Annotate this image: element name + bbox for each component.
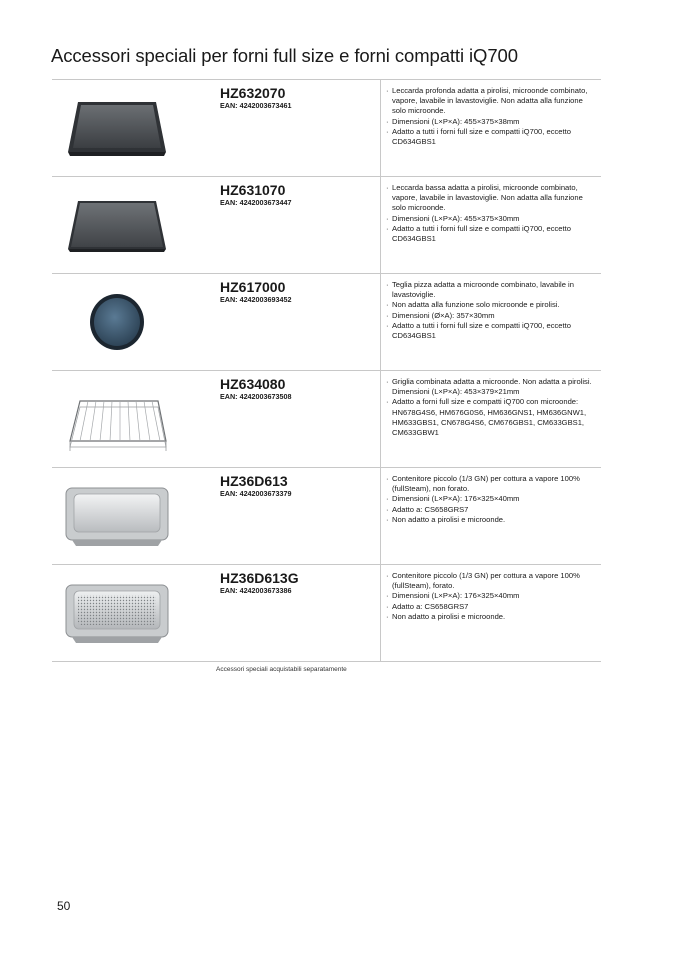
product-code: HZ634080 — [220, 376, 286, 392]
column-divider — [380, 274, 381, 370]
column-divider — [380, 371, 381, 467]
product-row — [52, 176, 601, 273]
product-ean: EAN: 4242003673386 — [220, 586, 292, 595]
feature-item: · Contenitore piccolo (1/3 GN) per cottura a vapore 100% (fullSteam), non forato. — [386, 474, 598, 494]
feature-item: · Contenitore piccolo (1/3 GN) per cottura a vapore 100% (fullSteam), forato. — [386, 571, 598, 591]
product-code: HZ36D613G — [220, 570, 299, 586]
deep-tray-icon — [62, 90, 172, 162]
feature-item: · Adatto a: CS658GRS7 — [386, 602, 598, 612]
product-row — [52, 467, 601, 564]
product-code: HZ631070 — [220, 182, 286, 198]
page-title: Accessori speciali per forni full size e forni compatti iQ700 — [51, 45, 518, 66]
product-code: HZ632070 — [220, 85, 286, 101]
pizza-tray-icon — [62, 284, 172, 356]
product-ean: EAN: 4242003673461 — [220, 101, 292, 110]
product-ean: EAN: 4242003673447 — [220, 198, 292, 207]
product-ean: EAN: 4242003693452 — [220, 295, 292, 304]
page-number: 50 — [57, 899, 71, 913]
column-divider — [380, 565, 381, 661]
feature-item: · Leccarda bassa adatta a pirolisi, microonde combinato, vapore, lavabile in lavastoviglie. Non adatta alla funzione solo microonde. — [386, 183, 598, 214]
feature-item: · Teglia pizza adatta a microonde combinato, lavabile in lavastoviglie. — [386, 280, 598, 300]
feature-list — [386, 474, 598, 525]
column-divider — [380, 468, 381, 564]
column-divider — [380, 177, 381, 273]
feature-item: · Adatto a tutti i forni full size e compatti iQ700, eccetto CD634GBS1 — [386, 321, 598, 341]
steam-container-icon — [62, 478, 172, 550]
feature-item: · Non adatto a pirolisi e microonde. — [386, 612, 598, 622]
product-code: HZ36D613 — [220, 473, 288, 489]
perforated-container-icon — [62, 575, 172, 647]
feature-item: · Non adatta alla funzione solo microonde e pirolisi. — [386, 300, 598, 310]
feature-list — [386, 183, 598, 244]
wire-rack-icon — [62, 381, 172, 453]
product-ean: EAN: 4242003673379 — [220, 489, 292, 498]
feature-item: · Dimensioni (L×P×A): 176×325×40mm — [386, 591, 598, 601]
feature-item: · Dimensioni (Ø×A): 357×30mm — [386, 311, 598, 321]
product-code: HZ617000 — [220, 279, 286, 295]
feature-list — [386, 280, 598, 341]
column-divider — [380, 80, 381, 176]
accessories-table — [52, 79, 601, 662]
feature-item: · Dimensioni (L×P×A): 455×375×38mm — [386, 117, 598, 127]
feature-list — [386, 86, 598, 147]
feature-list — [386, 377, 598, 438]
feature-item: · Adatto a tutti i forni full size e compatti iQ700, eccetto CD634GBS1 — [386, 127, 598, 147]
shallow-tray-icon — [62, 187, 172, 259]
feature-item: · Adatto a forni full size e compatti iQ700 con microonde: HN678G4S6, HM676G0S6, HM636GNS1, HM636GNW1, HM633GBS1, CN678G4S6, CM676GBS1, CM633GBS1, CM633GBW1 — [386, 397, 598, 438]
feature-item: · Non adatto a pirolisi e microonde. — [386, 515, 598, 525]
product-row — [52, 564, 601, 662]
feature-item: · Adatto a: CS658GRS7 — [386, 505, 598, 515]
footnote: Accessori speciali acquistabili separatamente — [216, 666, 347, 673]
feature-item: · Adatto a tutti i forni full size e compatti iQ700, eccetto CD634GBS1 — [386, 224, 598, 244]
product-ean: EAN: 4242003673508 — [220, 392, 292, 401]
product-row — [52, 79, 601, 176]
feature-item: · Leccarda profonda adatta a pirolisi, microonde combinato, vapore, lavabile in lavastoviglie. Non adatta alla funzione solo microonde. — [386, 86, 598, 117]
product-row — [52, 370, 601, 467]
feature-list — [386, 571, 598, 622]
product-row — [52, 273, 601, 370]
feature-item: · Dimensioni (L×P×A): 455×375×30mm — [386, 214, 598, 224]
feature-item: · Dimensioni (L×P×A): 176×325×40mm — [386, 494, 598, 504]
feature-item: · Griglia combinata adatta a microonde. Non adatta a pirolisi. Dimensioni (L×P×A): 453×379×21mm — [386, 377, 598, 397]
